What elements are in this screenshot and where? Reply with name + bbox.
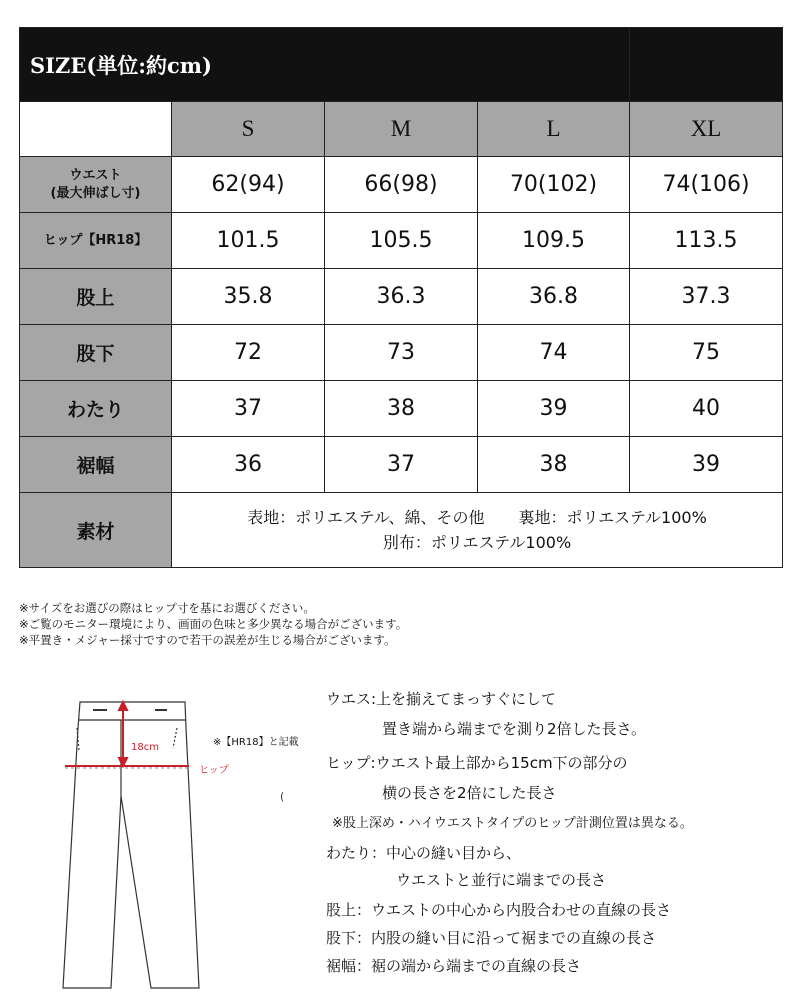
value-cell: 62(94) [172,157,325,213]
desc-hip-2: 横の長さを2倍にした長さ [382,784,557,802]
desc-waist-2: 置き端から端までを測り2倍した長さ。 [382,720,646,738]
value-cell: 101.5 [172,213,325,269]
value-cell: 72 [172,325,325,381]
row-label-thigh: わたり [20,381,172,437]
stray-mark: ( [280,790,285,803]
value-cell: 37.3 [630,269,783,325]
value-cell: 37 [325,437,478,493]
note-line: ※ご覧のモニター環境により、画面の色味と多少異なる場合がございます。 [19,617,408,631]
value-cell: 39 [630,437,783,493]
material-row [20,493,783,568]
material-line-1 [172,505,782,530]
value-cell: 66(98) [325,157,478,213]
row-label-inseam: 股下 [20,325,172,381]
desc-hip-note: ※股上深め・ハイウエストタイプのヒップ計測位置は異なる。 [332,816,693,831]
desc-hem: 裾幅：裾の端から端までの直線の長さ [326,957,582,975]
table-row [20,157,783,213]
value-cell: 35.8 [172,269,325,325]
hip-label: ヒップ [199,765,229,776]
row-label-waist [20,157,172,213]
table-row [20,213,783,269]
value-cell: 109.5 [478,213,630,269]
value-cell: 36.3 [325,269,478,325]
material-cell [172,493,783,568]
row-label-line: ウエスト [69,167,122,183]
value-cell: 74(106) [630,157,783,213]
size-header-l: L [478,102,630,157]
material-outer: 表地：ポリエステル、綿、その他 [247,508,485,527]
length-label: 18cm [131,742,159,753]
value-cell: 38 [478,437,630,493]
size-header-s: S [172,102,325,157]
desc-rise: 股上：ウエストの中心から内股合わせの直線の長さ [326,901,672,919]
hip-measure [65,702,189,766]
row-label-hem: 裾幅 [20,437,172,493]
note-line: ※平置き・メジャー採寸ですので若干の誤差が生じる場合がございます。 [19,633,396,647]
desc-hip: ヒップ:ウエスト最上部から15cm下の部分の [326,754,628,772]
value-cell: 70(102) [478,157,630,213]
value-cell: 105.5 [325,213,478,269]
value-cell: 75 [630,325,783,381]
value-cell: 73 [325,325,478,381]
desc-thigh: わたり：中心の縫い目から、 [326,844,522,862]
row-label-hip: ヒップ【HR18】 [20,213,172,269]
table-title-row [20,28,783,102]
table-row [20,381,783,437]
header-blank-cell [20,102,172,157]
value-cell: 36.8 [478,269,630,325]
desc-thigh-2: ウエストと並行に端までの長さ [396,871,607,889]
row-label-rise: 股上 [20,269,172,325]
value-cell: 37 [172,381,325,437]
size-table [19,27,783,568]
value-cell: 40 [630,381,783,437]
size-header-row [20,102,783,157]
material-line-2: 別布：ポリエステル100% [382,533,572,552]
notes [19,600,407,648]
hr-note: ※【HR18】と記載 [213,737,299,748]
table-title: SIZE(単位:約cm) [20,28,630,102]
table-row [20,325,783,381]
desc-inseam: 股下：内股の縫い目に沿って裾までの直線の長さ [326,929,657,947]
value-cell: 74 [478,325,630,381]
material-lining: 裏地：ポリエステル100% [518,508,707,527]
row-label-line: (最大伸ばし寸) [50,185,141,201]
value-cell: 36 [172,437,325,493]
note-line: ※サイズをお選びの際はヒップ寸を基にお選びください。 [19,601,315,615]
value-cell: 113.5 [630,213,783,269]
value-cell: 39 [478,381,630,437]
value-cell: 38 [325,381,478,437]
table-row [20,437,783,493]
desc-waist: ウエス:上を揃えてまっすぐにして [326,690,557,708]
side-seam-right [173,728,177,748]
row-label-material: 素材 [20,493,172,568]
table-title-blank [630,28,783,102]
size-header-xl: XL [630,102,783,157]
size-header-m: M [325,102,478,157]
table-row [20,269,783,325]
